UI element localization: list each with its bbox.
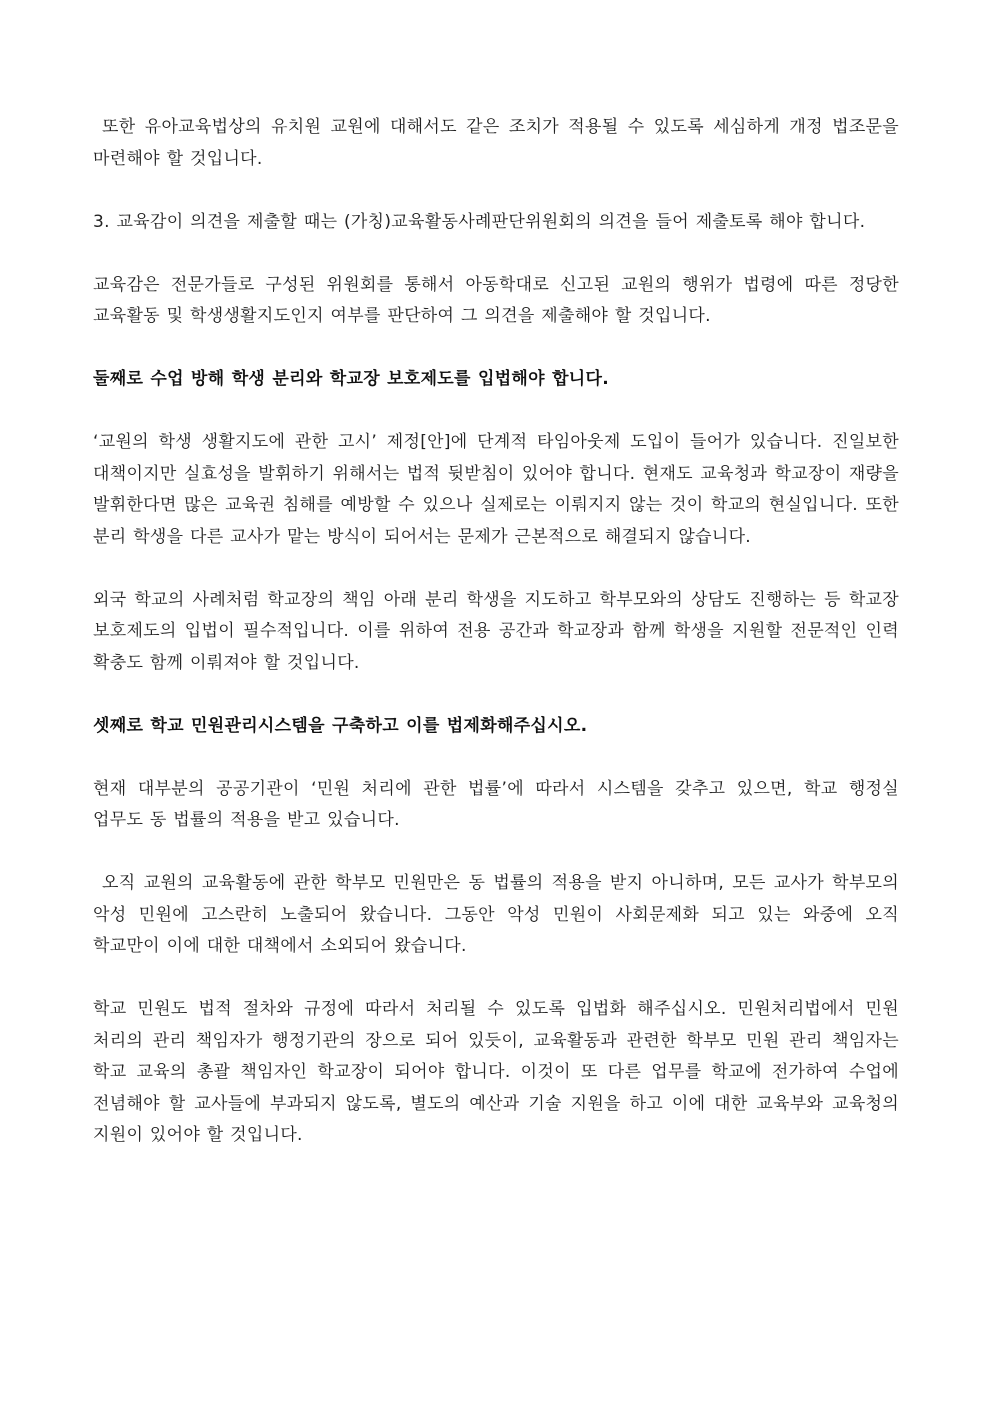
paragraph-principal-protection: 외국 학교의 사례처럼 학교장의 책임 아래 분리 학생을 지도하고 학부모와의 상담도 진행하는 등 학교장 보호제도의 입법이 필수적입니다. 이를 위하여 전용 공간과 학교장과 함께 학생을 지원할 전문적인 인력 확충도 함께 이뤄져야 할 것입니다. [93,589,899,673]
section-heading-third: 셋째로 학교 민원관리시스템을 구축하고 이를 법제화해주십시오. [93,715,588,736]
paragraph-legislation-request: 학교 민원도 법적 절차와 규정에 따라서 처리될 수 있도록 입법화 해주십시오. 민원처리법에서 민원 처리의 관리 책임자가 행정기관의 장으로 되어 있듯이, 교육활동과 관련한 학부모 민원 관리 책임자는 학교 교육의 총괄 책임자인 학교장이 되어야 합니다. 이것이 또 다른 업무를 학교에 전가하여 수업에 전념해야 할 교사들에 부과되지 않도록, 별도의 예산과 기술 지원을 하고 이에 대한 교육부와 교육청의 지원이 있어야 할 것입니다. [93,999,899,1145]
document-body [93,112,899,1152]
paragraph-kindergarten-teachers: 또한 유아교육법상의 유치원 교원에 대해서도 같은 조치가 적용될 수 있도록 세심하게 개정 법조문을 마련해야 할 것입니다. [93,117,899,169]
section-heading-second: 둘째로 수업 방해 학생 분리와 학교장 보호제도를 입법해야 합니다. [93,369,609,389]
paragraph-malicious-complaints: 오직 교원의 교육활동에 관한 학부모 민원만은 동 법률의 적용을 받지 아니하며, 모든 교사가 학부모의 악성 민원에 고스란히 노출되어 왔습니다. 그동안 악성 민원이 사회문제화 되고 있는 와중에 오직 학교만이 이에 대한 대책에서 소외되어 왔습니다. [93,873,899,956]
paragraph-public-institutions: 현재 대부분의 공공기관이 ‘민원 처리에 관한 법률’에 따라서 시스템을 갖추고 있으면, 학교 행정실 업무도 동 법률의 적용을 받고 있습니다. [93,778,899,830]
paragraph-committee-opinion: 교육감은 전문가들로 구성된 위원회를 통해서 아동학대로 신고된 교원의 행위가 법령에 따른 정당한 교육활동 및 학생생활지도인지 여부를 판단하여 그 의견을 제출해야 할 것입니다. [93,274,899,326]
paragraph-timeout-system: ‘교원의 학생 생활지도에 관한 고시’ 제정[안]에 단계적 타임아웃제 도입이 들어가 있습니다. 진일보한 대책이지만 실효성을 발휘하기 위해서는 법적 뒷받침이 있어야 합니다. 현재도 교육청과 학교장이 재량을 발휘한다면 많은 교육권 침해를 예방할 수 있으나 실제로는 이뤄지지 않는 것이 학교의 현실입니다. 또한 분리 학생을 다른 교사가 맡는 방식이 되어서는 문제가 근본적으로 해결되지 않습니다. [93,432,899,547]
paragraph-item-3: 3. 교육감이 의견을 제출할 때는 (가칭)교육활동사례판단위원회의 의견을 들어 제출토록 해야 합니다. [93,211,866,232]
